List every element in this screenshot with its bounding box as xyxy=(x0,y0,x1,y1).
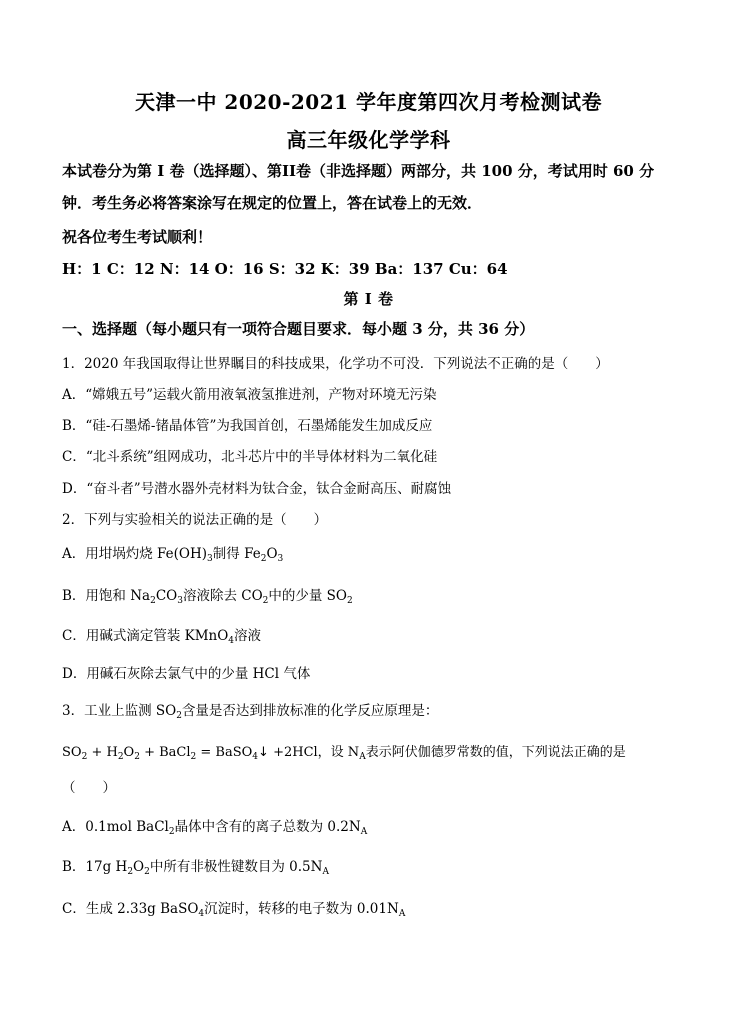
q3-stem: 3．工业上监测 $SO_2$含量是否达到排放标准的化学反应原理是： xyxy=(62,703,439,721)
exam-subtitle: 高三年级化学学科 xyxy=(286,128,451,152)
q3-option-b: B．17g $H_2O_2$中所有非极性键数目为 $0.5N_A$ xyxy=(62,859,329,877)
q3-option-a: A．0.1mol BaCl$_2$晶体中含有的离子总数为 $0.2N_A$ xyxy=(62,819,368,837)
intro-line-2: 钟．考生务必将答案涂写在规定的位置上，答在试卷上的无效． xyxy=(62,194,483,212)
atomic-masses: H：1 C：12 N：14 O：16 S：32 K：39 Ba：137 Cu：64 xyxy=(62,260,508,278)
q1-stem: 1．2020 年我国取得让世界瞩目的科技成果，化学功不可没．下列说法不正确的是（ ） xyxy=(62,356,609,372)
q3-equation: $SO_2 + H_2O_2$ + BaCl$_2$ = BaSO$_4$↓ +2HCl，设 $N_A$表示阿伏伽德罗常数的值，下列说法正确的是 xyxy=(62,745,626,762)
q3-option-c: C．生成 2.33g BaSO$_4$沉淀时，转移的电子数为 $0.01N_A$ xyxy=(62,901,406,919)
q1-option-a: A．“嫦娥五号”运载火箭用液氧液氢推进剂，产物对环境无污染 xyxy=(62,387,437,403)
intro-line-1: 本试卷分为第 I 卷（选择题）、第II卷（非选择题）两部分，共 100 分，考试用时 60 分 xyxy=(62,162,655,180)
q1-option-c: C．“北斗系统”组网成功，北斗芯片中的半导体材料为二氧化硅 xyxy=(62,449,438,465)
q2-option-b: B．用饱和 $Na_2CO_3$溶液除去 $CO_2$中的少量 $SO_2$ xyxy=(62,588,353,606)
q2-option-c: C．用碱式滴定管装 KMnO$_4$溶液 xyxy=(62,628,262,646)
exam-title: 天津一中 2020-2021 学年度第四次月考检测试卷 xyxy=(134,90,603,114)
q3-answer-paren: （ ） xyxy=(62,780,116,796)
q2-option-a: A．用坩埚灼烧 $Fe(OH)_3$制得 $Fe_2O_3$ xyxy=(62,546,284,564)
section-label: 第 I 卷 xyxy=(343,290,394,308)
q2-option-d: D．用碱石灰除去氯气中的少量 HCl 气体 xyxy=(62,666,311,682)
section-heading: 一、选择题（每小题只有一项符合题目要求．每小题 3 分，共 36 分） xyxy=(62,320,535,338)
q1-option-b: B．“硅-石墨烯-锗晶体管”为我国首创，石墨烯能发生加成反应 xyxy=(62,418,433,434)
q1-option-d: D．“奋斗者”号潜水器外壳材料为钛合金，钛合金耐高压、耐腐蚀 xyxy=(62,481,452,497)
q2-stem: 2．下列与实验相关的说法正确的是（ ） xyxy=(62,512,328,528)
intro-line-3: 祝各位考生考试顺利！ xyxy=(62,228,213,246)
